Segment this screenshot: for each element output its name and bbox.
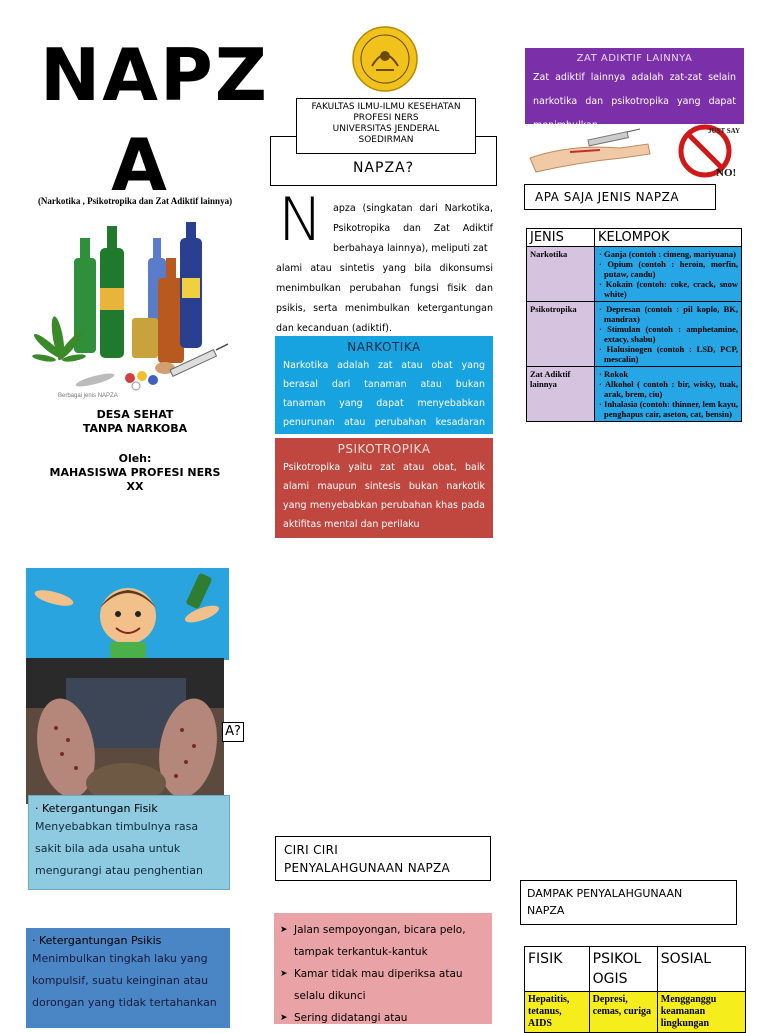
kid-refusing-illustration [26, 568, 229, 660]
cover-title: NAPZ A [40, 33, 269, 207]
list-item: Stimulan (contoh : amphetamine, extacy, shabu) [604, 324, 738, 344]
injured-arms-photo [26, 658, 224, 804]
drop-cap: N [278, 185, 323, 255]
list-item: Depresan (contoh : pil koplo, BK, mandrax) [604, 304, 738, 324]
list-item: ➤ Sering didatangi atau [280, 1007, 486, 1029]
psikotropika-title: PSIKOTROPIKA [337, 442, 431, 456]
physical-dependence-box: · Ketergantungan Fisik Menyebabkan timbulnya rasa sakit bila ada usaha untuk mengurangi atau penghentian [28, 795, 230, 890]
list-item: Rokok [603, 369, 629, 379]
types-table [526, 228, 742, 422]
table-cell: Mengganggu keamanan lingkungan [657, 992, 745, 1033]
intro-text-first: apza (singkatan dari Narkotika, Psikotropika dan Zat Adiktif berbahaya lainnya), meliputi zat [333, 203, 493, 254]
psychological-dependence-title: Ketergantungan Psikis [39, 934, 162, 947]
faculty-label: FAKULTAS ILMU-ILMU KESEHATAN PROFESI NERS UNIVERSITAS JENDERAL SOEDIRMAN [296, 98, 476, 154]
impact-heading: DAMPAK PENYALAHGUNAAN NAPZA [520, 880, 737, 925]
signs-heading: CIRI CIRI PENYALAHGUNAAN NAPZA [275, 836, 491, 881]
list-item: Opium (contoh : heroin, morfin, putaw, candu) [604, 259, 738, 279]
signs-list [274, 913, 492, 1024]
question-heading: NAPZA? [352, 160, 415, 176]
types-heading: APA SAJA JENIS NAPZA [524, 184, 716, 210]
table-cell: Depresi, cemas, curiga [589, 992, 657, 1033]
impact-table [524, 946, 746, 1033]
table-cell: Narkotika [527, 247, 595, 302]
zat-adiktif-text: Zat adiktif lainnya adalah zat-zat selain narkotika dan psikotropika yang dapat menimbulkan [533, 72, 736, 131]
zat-adiktif-title: ZAT ADIKTIF LAINNYA [576, 53, 693, 64]
narkotika-text: Narkotika adalah zat atau obat yang berasal dari tanaman atau bukan tanaman yang dapat menyebabkan penurunan atau perubahan kesadaran [283, 360, 485, 428]
cover-subtitle: (Narkotika , Psikotropika dan Zat Adiktif lainnya) [37, 196, 233, 206]
physical-dependence-text: Menyebabkan timbulnya rasa sakit bila ada usaha untuk mengurangi atau penghentian [35, 820, 203, 877]
table-cell: Zat Adiktif lainnya [527, 367, 595, 422]
narkotika-title: NARKOTIKA [347, 340, 421, 354]
image-caption: Berbagai jenis NAPZA [58, 393, 118, 399]
table-row [525, 992, 746, 1033]
narkotika-section [275, 336, 493, 434]
intro-text-rest: alami atau sintetis yang bila dikonsumsi menimbulkan perubahan fungsi fisik dan psikis, serta menimbulkan ketergantungan dan kecanduan (adiktif). [276, 263, 493, 334]
list-item: ➤ Kamar tidak mau diperiksa atau selalu dikunci [280, 963, 486, 1007]
psikotropika-text: Psikotropika yaitu zat atau obat, baik alami maupun sintesis bukan narkotik yang menyebabkan perubahan khas pada aktifitas mental dan perilaku [283, 462, 485, 530]
list-item: Kokain (contoh: coke, crack, snow white) [604, 279, 739, 299]
village-slogan: DESA SEHAT TANPA NARKOBA [82, 408, 188, 435]
table-header: SOSIAL [657, 947, 745, 992]
just-say-no-sign [668, 124, 742, 178]
physical-dependence-title: Ketergantungan Fisik [42, 802, 158, 815]
list-item: Halusinogen (contoh : LSD, PCP, mescalin) [604, 344, 738, 364]
psychological-dependence-text: Menimbulkan tingkah laku yang kompulsif, suatu keinginan atau dorongan yang tidak tertahankan [32, 952, 217, 1009]
table-cell: · Ganja (contoh : cimeng, mariyuana) · Opium (contoh : heroin, morfin, putaw, candu) · Kokain (contoh: coke, crack, snow white) [595, 247, 742, 302]
psychological-dependence-box: · Ketergantungan Psikis Menimbulkan tingkah laku yang kompulsif, suatu keinginan atau dorongan yang tidak tertahankan [26, 928, 230, 1028]
arm-injection-illustration [530, 126, 660, 176]
table-cell: · Depresan (contoh : pil koplo, BK, mandrax) · Stimulan (contoh : amphetamine, extacy, shabu) · Halusinogen (contoh : LSD, PCP, mescalin) [595, 302, 742, 367]
table-header: PSIKOL OGIS [589, 947, 657, 992]
list-item: Inhalasia (contoh: thinner, lem kayu, penghapus cair, aseton, cat, bensin) [604, 399, 738, 419]
list-item: Ganja (contoh : cimeng, mariyuana) [603, 249, 736, 259]
list-item: ➤ Jalan sempoyongan, bicara pelo, tampak terkantuk-kantuk [280, 919, 486, 963]
table-row [527, 247, 742, 302]
table-header: JENIS [527, 229, 595, 247]
list-item: Alkohol ( contoh : bir, wisky, tuak, arak, brem, ciu) [604, 379, 738, 399]
author: Oleh: MAHASISWA PROFESI NERS XX [49, 452, 221, 493]
table-cell: · Rokok · Alkohol ( contoh : bir, wisky, tuak, arak, brem, ciu) · Inhalasia (contoh: thinner, lem kayu, penghapus cair, aseton, cat, bensin) [595, 367, 742, 422]
table-header: KELOMPOK [595, 229, 742, 247]
table-cell: Hepatitis, tetanus, AIDS [525, 992, 590, 1033]
table-cell: Psikotropika [527, 302, 595, 367]
table-row [527, 367, 742, 422]
table-header: FISIK [525, 947, 590, 992]
drugs-illustration [40, 218, 230, 408]
partial-label: A? [222, 722, 244, 742]
table-row [527, 302, 742, 367]
psikotropika-section [275, 438, 493, 538]
nosign-top-text: JUST SAY [708, 127, 741, 135]
university-seal-logo [352, 26, 418, 92]
nosign-bottom-text: NO! [716, 167, 737, 179]
